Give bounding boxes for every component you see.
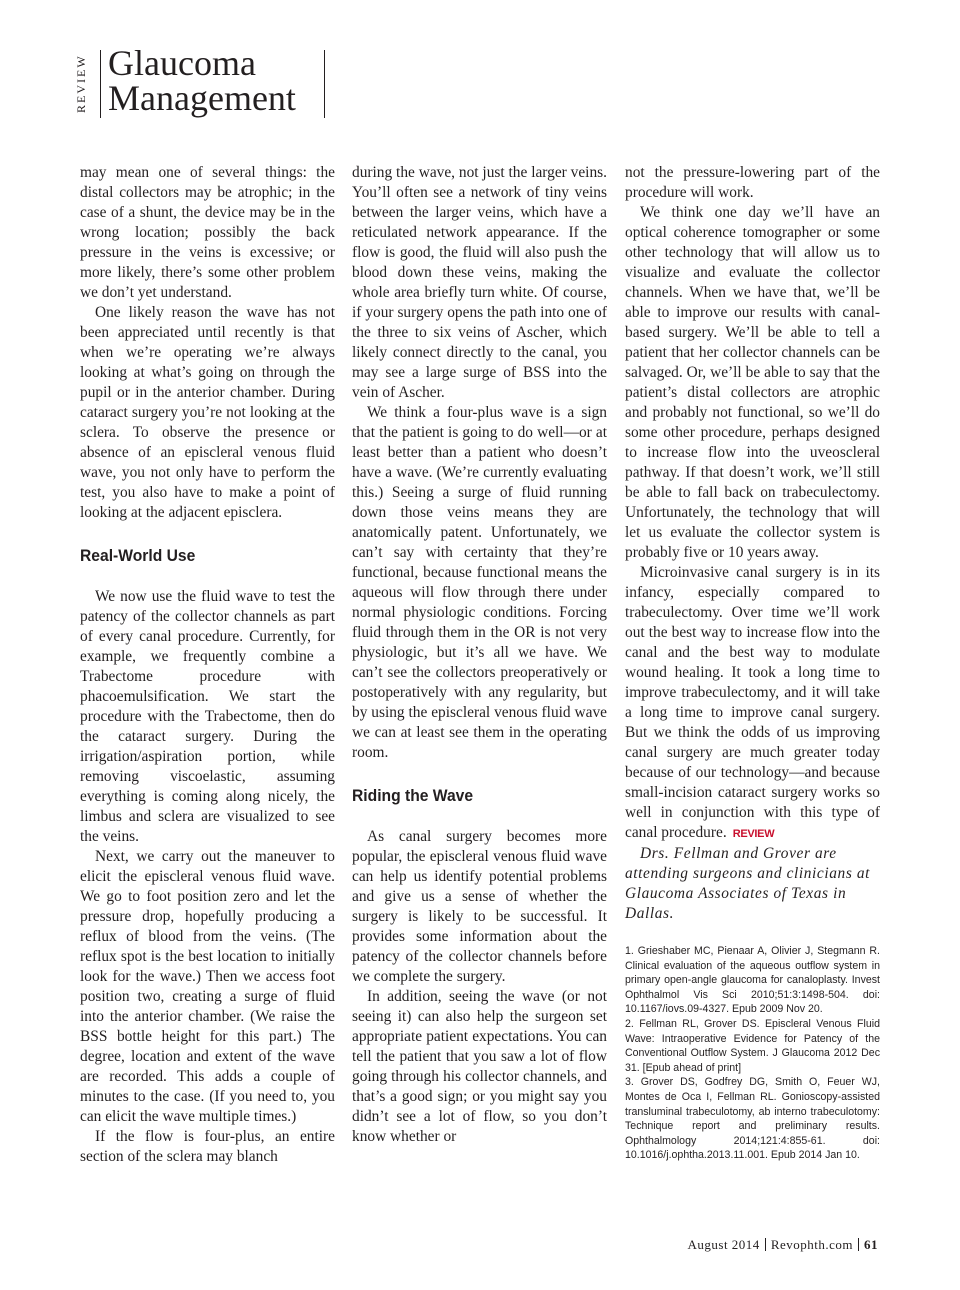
- section-title: [108, 43, 296, 118]
- paragraph: We now use the fluid wave to test the patency of the collector channels as part of every canal procedure. Currently, for example, we frequently combine a Trabectome procedure with phacoemulsification. We start the procedure with the Trabectome, then do the cataract surgery. During the irrigation/aspiration portion, while removing viscoelastic, assuming everything is coming along nicely, the limbus and sclera are visualized to see the veins.: [80, 588, 335, 845]
- paragraph-text: Microinvasive canal surgery is in its infancy, especially compared to trabeculectomy. Over time we’ll work out the best way to increase flow into the canal and the best way to modulate wound healing. It took a long time to improve trabeculectomy, and it will take a long time to improve canal surgery. But we think the odds of us improving canal surgery are much greater today because of our technology—and because small-incision cataract surgery works so well in conjunction with this type of canal procedure.: [625, 564, 880, 841]
- paragraph: not the pressure-lowering part of the procedure will work.: [625, 164, 880, 201]
- paragraph: As canal surgery becomes more popular, the episcleral venous fluid wave can help us identify potential problems and give us a sense of whether the surgery is likely to be successful. It provides some information about the patency of the collector channels before we complete the surgery.: [352, 828, 607, 985]
- review-end-mark: REVIEW: [732, 828, 775, 840]
- paragraph: One likely reason the wave has not been appreciated until recently is that when we’re operating we’re always looking at what’s going on through the pupil or in the anterior chamber. During cataract surgery you’re not looking at the sclera. To observe the presence or absence of an episcleral venous fluid wave, you not only have to perform the test, you also have to make a point of looking at the adjacent episclera.: [80, 304, 335, 521]
- header-divider-left: [100, 50, 101, 118]
- footer-divider: [765, 1238, 766, 1251]
- website: Revophth.com: [770, 1237, 853, 1252]
- paragraph: In addition, seeing the wave (or not seeing it) can also help the surgeon set appropriate patient expectations. You can tell the patient that you saw a lot of flow going through his collector channels, and that’s a good sign; or you might say you didn’t see a lot of flow, so you don’t know whether or: [352, 988, 607, 1145]
- page-number: 61: [864, 1237, 878, 1252]
- paragraph: If the flow is four-plus, an entire section of the sclera may blanch: [80, 1128, 335, 1165]
- reference-item: 2. Fellman RL, Grover DS. Episcleral Venous Fluid Wave: Intraoperative Evidence for Patency of the Conventional Outflow System. J Glaucoma 2012 Dec 31. [Epub ahead of print]: [625, 1017, 880, 1074]
- section-title-line1: Glaucoma: [108, 43, 256, 83]
- reference-item: 3. Grover DS, Godfrey DG, Smith O, Feuer WJ, Montes de Oca I, Fellman RL. Gonioscopy-assisted transluminal trabeculotomy, ab interno trabeculotomy: Technique report and preliminary results. Ophthalmology 2014;121:4:855-61. doi: 10.1016/j.ophtha.2013.11.001. Epub 2014 Jan 10.: [625, 1076, 880, 1162]
- article-column-2: [352, 163, 607, 1147]
- article-column-1: [80, 163, 335, 1167]
- issue-date: August 2014: [687, 1237, 760, 1252]
- section-label: REVIEW: [74, 54, 88, 114]
- paragraph: [625, 563, 880, 844]
- paragraph: Next, we carry out the maneuver to elicit the episcleral venous fluid wave. We go to foot position zero and let the pressure drop, hopefully producing a reflux of blood from the veins. (The reflux spot is the best location to initially look for the wave.) Then we access foot position two, creating a surge of fluid into the anterior chamber. (We raise the BSS bottle height for this part.) The degree, location and extent of the wave are recorded. This adds a couple of minutes to the case. (If you need to, you can elicit the wave multiple times.): [80, 848, 335, 1125]
- subheading-riding-the-wave: Riding the Wave: [352, 786, 474, 805]
- section-title-line2: Management: [108, 78, 296, 118]
- footer-divider: [858, 1238, 859, 1251]
- article-column-3: [625, 163, 880, 1163]
- page-footer: [560, 1237, 878, 1253]
- author-bio: Drs. Fellman and Grover are attending surgeons and clinicians at Glaucoma Associates of Texas in Dallas.: [625, 845, 871, 922]
- paragraph: during the wave, not just the larger veins. You’ll often see a network of tiny veins between the larger veins, which have a reticulated network appearance. If the flow is good, the fluid will also push the blood down these veins, making the whole area briefly turn white. Of course, if your surgery opens the path into one of the three to six veins of Ascher, which likely connect directly to the canal, you may see a large surge of BSS into the vein of Ascher.: [352, 164, 607, 401]
- paragraph: may mean one of several things: the distal collectors may be atrophic; in the case of a shunt, the device may be in the wrong location; possibly the back pressure in the veins is excessive; or more likely, there’s some other problem we don’t yet understand.: [80, 164, 335, 301]
- references-list: [625, 944, 880, 1163]
- reference-item: 1. Grieshaber MC, Pienaar A, Olivier J, Stegmann R. Clinical evaluation of the aqueous outflow system in primary open-angle glaucoma for canaloplasty. Invest Ophthalmol Vis Sci 2010;51:3:1498-504. doi: 10.1167/iovs.09-4327. Epub 2009 Nov 20.: [625, 945, 880, 1016]
- paragraph: We think one day we’ll have an optical coherence tomographer or some other technology that will allow us to visualize and evaluate the collector channels. When we have that, we’ll be able to improve our results with canal-based surgery. We’ll be able to tell a patient that her collector channels can be salvaged. Or, we’ll be able to say that the patient’s distal collectors are atrophic and probably not functional, so we’ll do some other procedure, perhaps designed to increase flow into the uveoscleral pathway. If that doesn’t work, we’ll still be able to fall back on trabeculectomy. Unfortunately, the technology that will let us evaluate the collector system is probably five or 10 years away.: [625, 204, 880, 561]
- paragraph: We think a four-plus wave is a sign that the patient is going to do well—or at least better than a patient who doesn’t have a wave. (We’re currently evaluating this.) Seeing a surge of fluid running down those veins means they are anatomically patent. Unfortunately, we can’t say with certainty that they’re functional, because functional means the aqueous will flow through there under normal physiologic conditions. Forcing fluid through them in the OR is not very physiologic, but it’s all we have. We can’t see the collectors preoperatively or postoperatively with any regularity, but by using the episcleral venous fluid wave we can at least see them in the operating room.: [352, 404, 607, 761]
- subheading-real-world-use: Real-World Use: [80, 546, 196, 565]
- header-divider-right: [324, 50, 325, 118]
